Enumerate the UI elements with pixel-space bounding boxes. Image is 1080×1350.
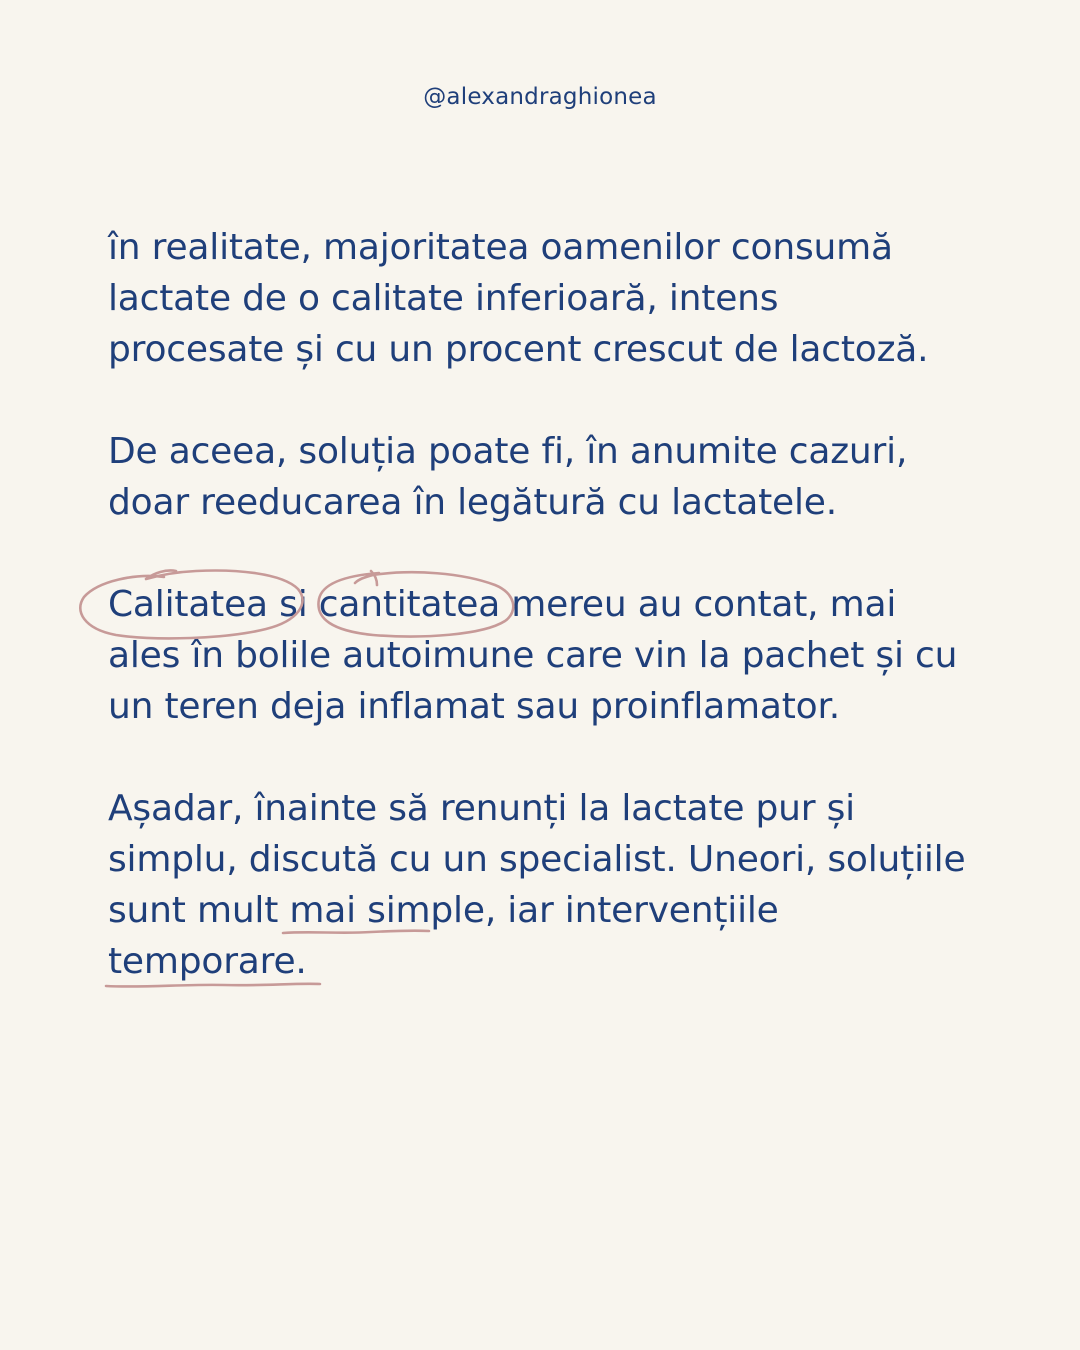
- paragraph-line: simplu, discută cu un specialist. Uneori, soluțiile: [108, 839, 966, 880]
- line-fragment: si: [267, 584, 319, 625]
- circled-word-calitatea: [108, 579, 268, 630]
- paragraph-line: lactate de o calitate inferioară, intens: [108, 278, 779, 319]
- circled-word-cantitatea: [319, 579, 500, 630]
- paragraph-line: Așadar, înainte să renunți la lactate pur și: [108, 788, 855, 829]
- line-fragment: , iar intervențiile: [484, 890, 779, 931]
- paragraph-line: în realitate, majoritatea oamenilor consumă: [108, 227, 893, 268]
- line-fragment: mereu au contat, mai: [500, 584, 897, 625]
- highlighted-word: mai simple: [289, 890, 485, 931]
- paragraph-line: ales în bolile autoimune care vin la pachet și cu: [108, 635, 958, 676]
- highlighted-word: Calitatea: [108, 584, 268, 625]
- highlighted-word: cantitatea: [318, 584, 501, 625]
- paragraph-1: [108, 222, 988, 375]
- author-handle: @alexandraghionea: [423, 84, 657, 110]
- paragraph-line: [108, 885, 988, 936]
- underlined-word-temporare: [108, 936, 307, 987]
- paragraph-line: doar reeducarea în legătură cu lactatele.: [108, 482, 837, 523]
- highlighted-word: temporare.: [108, 941, 307, 982]
- underlined-phrase-mai-simple: [289, 885, 484, 936]
- line-fragment: sunt mult: [108, 890, 290, 931]
- paragraph-2: [108, 426, 988, 528]
- paragraph-line: De aceea, soluția poate fi, în anumite cazuri,: [108, 431, 908, 472]
- paragraph-4: [108, 783, 988, 987]
- paragraph-line: [108, 936, 988, 987]
- post-body: [108, 222, 988, 1038]
- paragraph-3: [108, 579, 988, 732]
- paragraph-line: [108, 579, 988, 630]
- paragraph-line: procesate și cu un procent crescut de lactoză.: [108, 329, 929, 370]
- paragraph-line: un teren deja inflamat sau proinflamator.: [108, 686, 841, 727]
